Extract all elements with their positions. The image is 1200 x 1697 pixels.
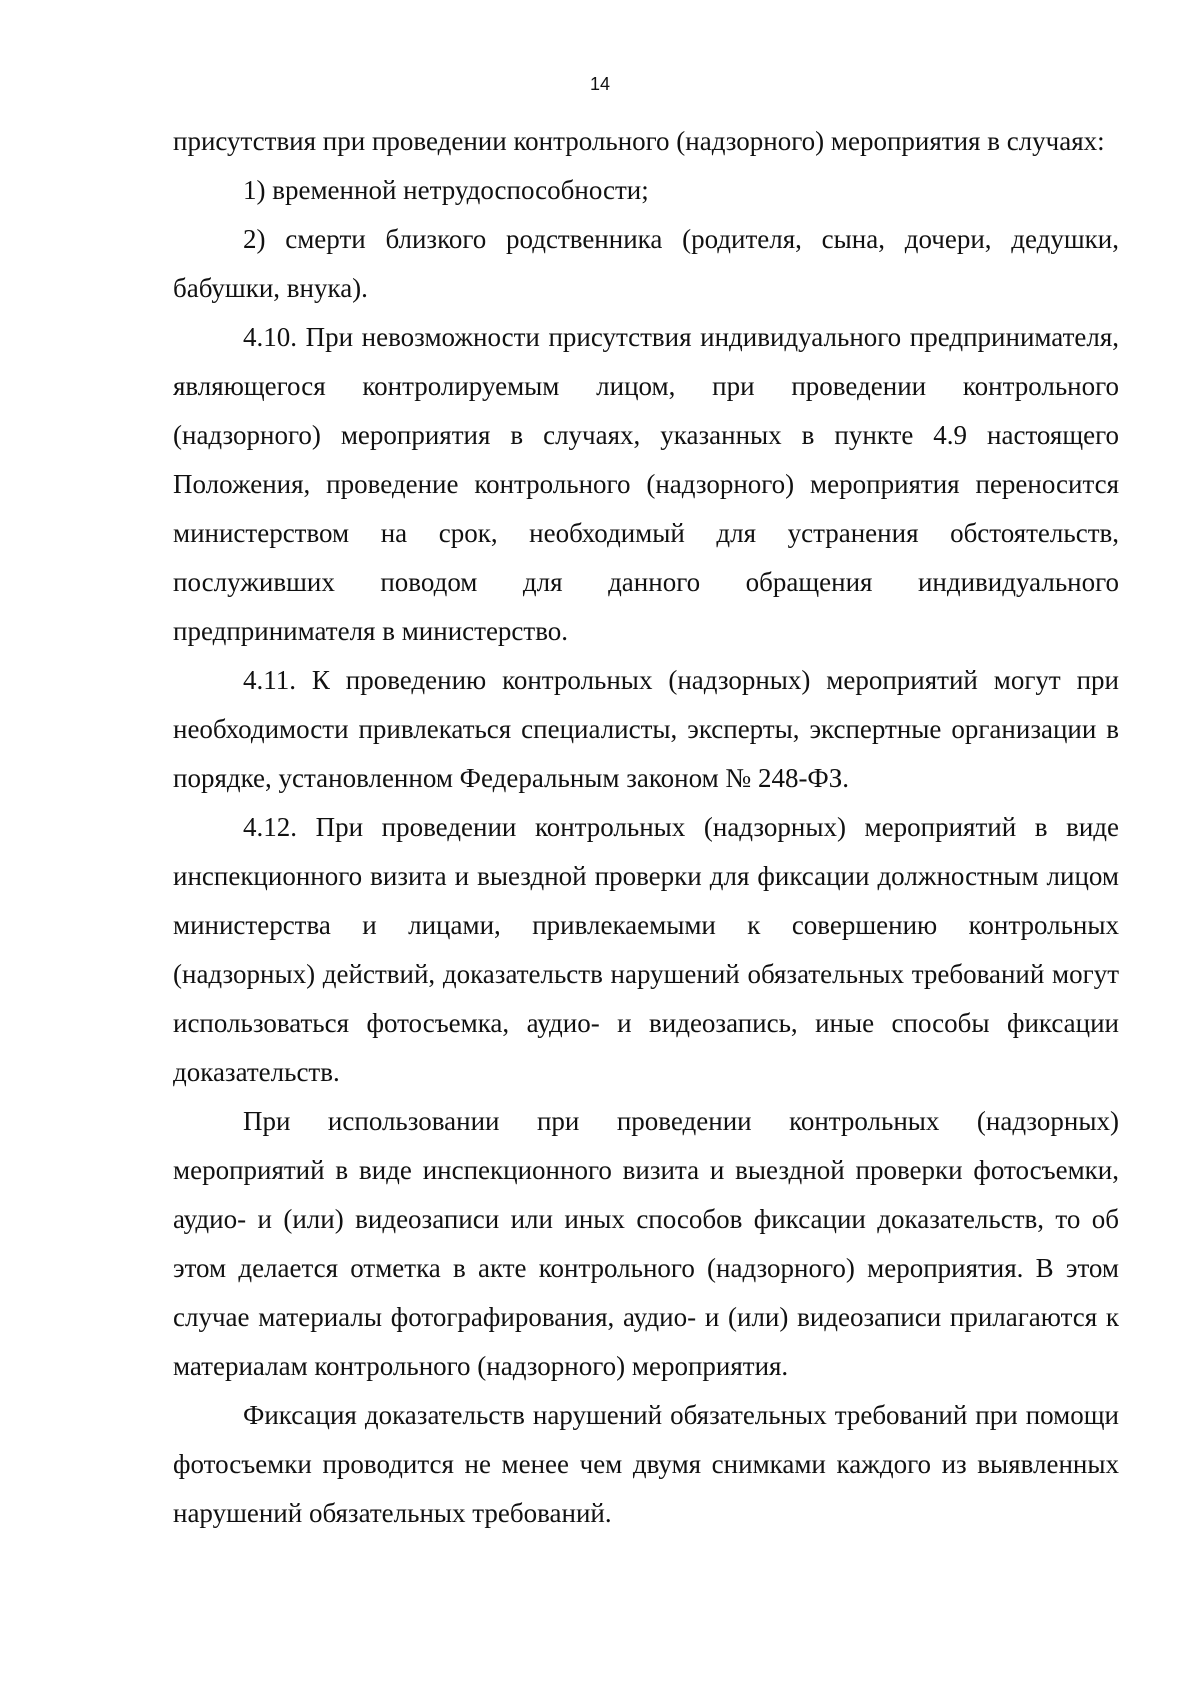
paragraph-photo-evidence: Фиксация доказательств нарушений обязательных требований при помощи фотосъемки проводится не менее чем двумя снимками каждого из выявленных нарушений обязательных требований. [173,1400,1119,1528]
page-number: 14 [589,74,611,94]
paragraph-recording-use: При использовании при проведении контрольных (надзорных) мероприятий в виде инспекционного визита и выездной проверки фотосъемки, аудио- и (или) видеозаписи или иных способов фиксации доказательств, то об этом делается отметка в акте контрольного (надзорного) мероприятия. В этом случае материалы фотографирования, аудио- и (или) видеозаписи прилагаются к материалам контрольного (надзорного) мероприятия. [173,1106,1119,1381]
paragraph-item-2: 2) смерти близкого родственника (родителя, сына, дочери, дедушки, бабушки, внука). [173,224,1119,303]
paragraph-4-10: 4.10. При невозможности присутствия индивидуального предпринимателя, являющегося контролируемым лицом, при проведении контрольного (надзорного) мероприятия в случаях, указанных в пункте 4.9 настоящего Положения, проведение контрольного (надзорного) мероприятия переносится министерством на срок, необходимый для устранения обстоятельств, послуживших поводом для данного обращения индивидуального предпринимателя в министерство. [173,322,1119,646]
paragraph-4-12: 4.12. При проведении контрольных (надзорных) мероприятий в виде инспекционного визита и выездной проверки для фиксации должностным лицом министерства и лицами, привлекаемыми к совершению контрольных (надзорных) действий, доказательств нарушений обязательных требований могут использоваться фотосъемка, аудио- и видеозапись, иные способы фиксации доказательств. [173,812,1119,1087]
paragraph-4-11: 4.11. К проведению контрольных (надзорных) мероприятий могут при необходимости привлекаться специалисты, эксперты, экспертные организации в порядке, установленном Федеральным законом № 248-ФЗ. [173,665,1119,793]
document-body [173,117,1119,1538]
paragraph-continuation: присутствия при проведении контрольного (надзорного) мероприятия в случаях: [173,126,1105,156]
paragraph-item-1: 1) временной нетрудоспособности; [243,175,649,205]
